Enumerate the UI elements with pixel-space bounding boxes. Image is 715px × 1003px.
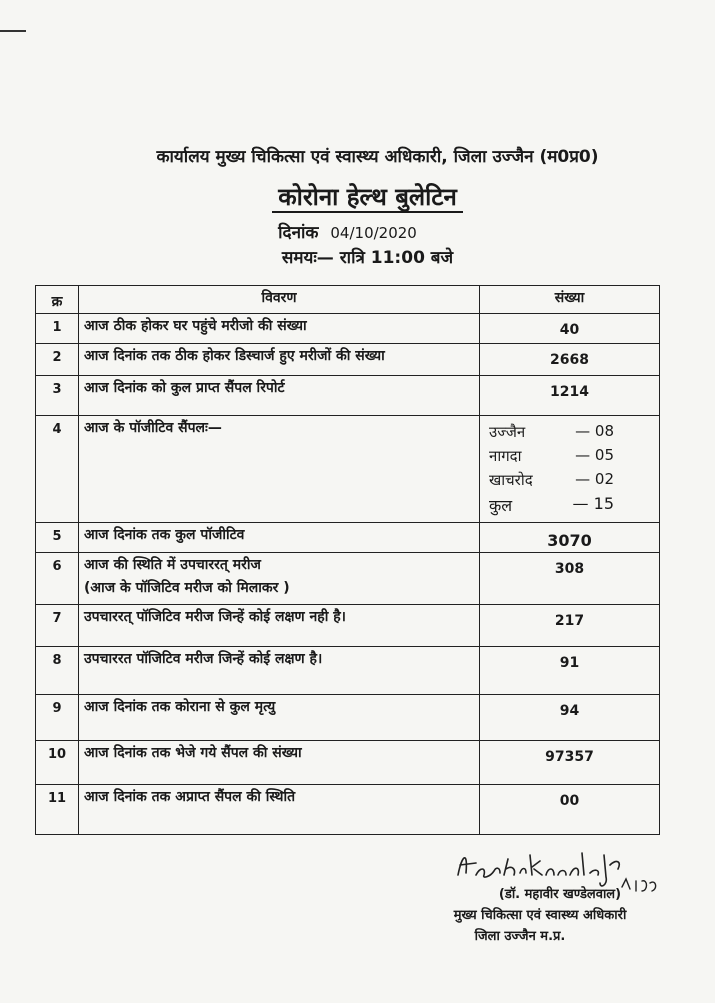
breakdown-item — [489, 446, 614, 466]
row-desc: आज दिनांक तक ठीक होकर डिस्चार्ज हुए मरीजों की संख्या — [79, 344, 480, 376]
corner-mark — [0, 30, 26, 32]
bulletin-title-text: कोरोना हेल्थ बुलेटिन — [272, 183, 463, 213]
row-desc: आज दिनांक तक कोराना से कुल मृत्यु — [79, 695, 480, 741]
row-desc: उपचाररत पॉजिटिव मरीज जिन्हें कोई लक्षण है। — [79, 647, 480, 695]
row-value: 217 — [480, 605, 660, 647]
row-value: 00 — [480, 785, 660, 835]
signatory-district: जिला उज्जैन म.प्र. — [474, 929, 566, 944]
table-row — [36, 416, 660, 523]
breakdown-place: उज्जैन — [489, 423, 526, 441]
row-no: 8 — [36, 647, 79, 695]
signatory-name: (डॉ. महावीर खण्डेलवाल) — [498, 887, 622, 902]
table-row — [36, 314, 660, 344]
date-line — [0, 220, 705, 243]
positive-breakdown — [480, 416, 660, 523]
row-desc: आज दिनांक तक भेजे गये सैंपल की संख्या — [79, 741, 480, 785]
row-desc: आज दिनांक तक अप्राप्त सैंपल की स्थिति — [79, 785, 480, 835]
row-value: 2668 — [480, 344, 660, 376]
row-value: 97357 — [480, 741, 660, 785]
row-value: 91 — [480, 647, 660, 695]
row-desc: आज दिनांक तक कुल पॉजीटिव — [79, 523, 480, 553]
row-value: 94 — [480, 695, 660, 741]
bulletin-title — [10, 180, 715, 213]
row-value: 40 — [480, 314, 660, 344]
row-no: 11 — [36, 785, 79, 835]
row-no: 7 — [36, 605, 79, 647]
breakdown-total — [489, 494, 614, 516]
table-row — [36, 695, 660, 741]
bulletin-table — [35, 285, 660, 835]
table-row — [36, 605, 660, 647]
table-row — [36, 376, 660, 416]
date-value: 04/10/2020 — [330, 224, 417, 242]
row-value: 3070 — [480, 523, 660, 553]
row-no: 3 — [36, 376, 79, 416]
row-no: 9 — [36, 695, 79, 741]
table-row — [36, 785, 660, 835]
breakdown-count: — 15 — [572, 494, 614, 513]
row-no: 4 — [36, 416, 79, 523]
row-desc: आज के पॉजीटिव सैंपलः— — [79, 416, 480, 523]
header-no: क्र — [36, 286, 79, 314]
signatory-designation: मुख्य चिकित्सा एवं स्वास्थ्य अधिकारी — [453, 908, 627, 923]
row-no: 1 — [36, 314, 79, 344]
time-value: रात्रि 11:00 बजे — [339, 248, 454, 268]
row-desc — [79, 553, 480, 605]
table-row — [36, 344, 660, 376]
row-no: 6 — [36, 553, 79, 605]
table-row — [36, 553, 660, 605]
breakdown-count: — 05 — [575, 446, 614, 464]
header-value: संख्या — [480, 286, 660, 314]
row-desc: आज ठीक होकर घर पहुंचे मरीजो की संख्या — [79, 314, 480, 344]
office-heading: कार्यालय मुख्य चिकित्सा एवं स्वास्थ्य अधिकारी, जिला उज्जैन (म0प्र0) — [156, 147, 599, 167]
breakdown-place: कुल — [489, 496, 513, 515]
breakdown-item — [489, 422, 614, 442]
row-desc-line2: (आज के पॉजिटिव मरीज को मिलाकर ) — [84, 580, 290, 596]
row-value: 1214 — [480, 376, 660, 416]
breakdown-place: खाचरोद — [489, 471, 533, 489]
row-no: 5 — [36, 523, 79, 553]
row-no: 10 — [36, 741, 79, 785]
time-line — [10, 245, 715, 268]
breakdown-count: — 02 — [575, 470, 614, 488]
table-row — [36, 523, 660, 553]
breakdown-count: — 08 — [575, 422, 614, 440]
row-value: 308 — [480, 553, 660, 605]
row-desc: उपचाररत् पॉजिटिव मरीज जिन्हें कोई लक्षण नही है। — [79, 605, 480, 647]
row-no: 2 — [36, 344, 79, 376]
time-label: समयः— — [281, 248, 334, 268]
table-row — [36, 741, 660, 785]
row-desc-line1: आज की स्थिति में उपचाररत् मरीज — [84, 557, 261, 573]
breakdown-place: नागदा — [489, 447, 522, 465]
breakdown-item — [489, 470, 614, 490]
table-row — [36, 647, 660, 695]
date-label: दिनांक — [278, 223, 319, 243]
row-desc: आज दिनांक को कुल प्राप्त सैंपल रिपोर्ट — [79, 376, 480, 416]
header-desc: विवरण — [79, 286, 480, 314]
table-header-row — [36, 286, 660, 314]
